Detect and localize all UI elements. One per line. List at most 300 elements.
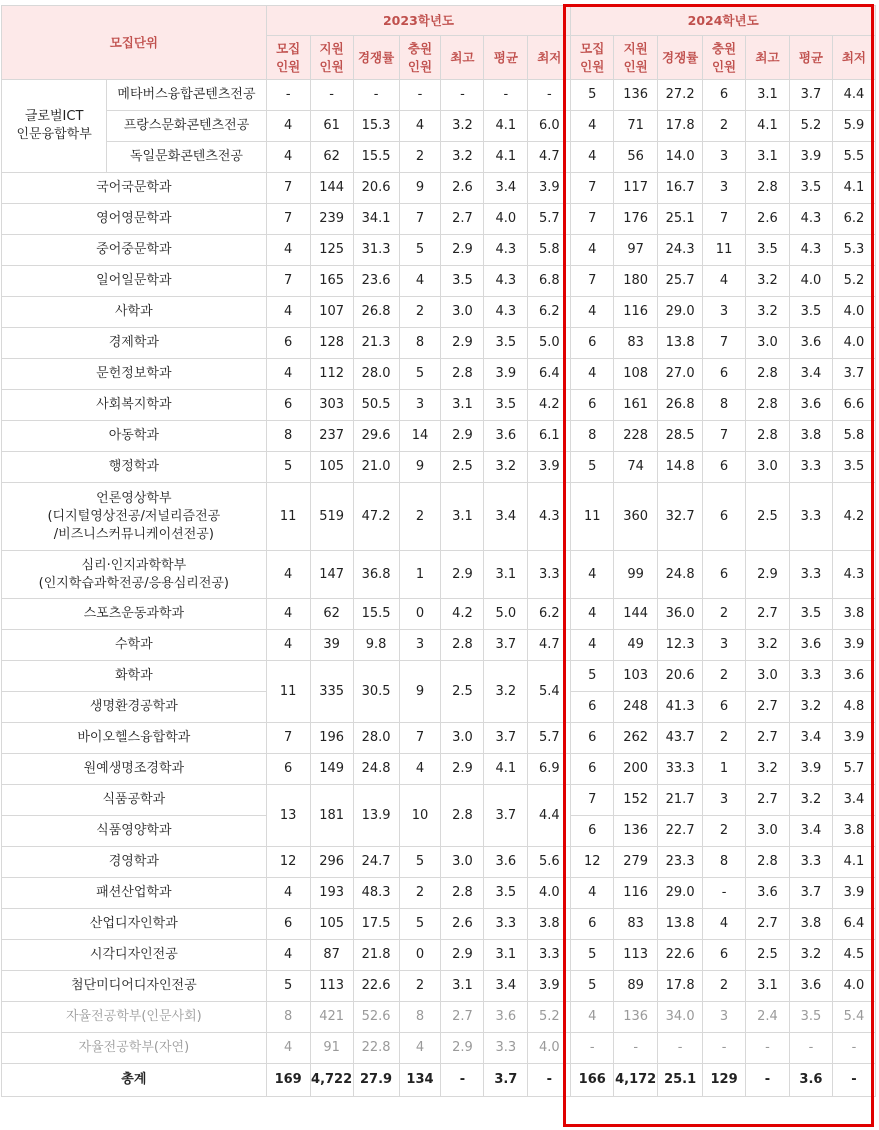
- value-2024: 3.3: [789, 483, 832, 551]
- value-2023: 4: [399, 266, 441, 297]
- value-2023: 3.6: [484, 421, 528, 452]
- value-2024: 6: [703, 483, 746, 551]
- value-2024: 3.2: [746, 754, 790, 785]
- value-2024: -: [703, 1033, 746, 1064]
- group-name: 글로벌ICT 인문융합학부: [2, 80, 107, 173]
- unit-name: 아동학과: [2, 421, 267, 452]
- unit-name: 독일문화콘텐츠전공: [107, 142, 266, 173]
- value-2023: 3.0: [441, 847, 484, 878]
- value-2024: 3.6: [789, 390, 832, 421]
- value-2024: 8: [703, 847, 746, 878]
- value-2024: 3.2: [746, 266, 790, 297]
- value-2023: 6: [266, 328, 310, 359]
- total-2023: 27.9: [353, 1064, 399, 1097]
- unit-name: 영어영문학과: [2, 204, 267, 235]
- value-2023: 47.2: [353, 483, 399, 551]
- value-2023: 5.0: [484, 599, 528, 630]
- value-2024: 3: [703, 142, 746, 173]
- value-2024: 3.3: [789, 661, 832, 692]
- value-2023: 3.1: [484, 551, 528, 599]
- value-2024: 4.4: [832, 80, 875, 111]
- value-2024: 1: [703, 754, 746, 785]
- value-2023: 4: [266, 297, 310, 328]
- value-2024: 6: [703, 452, 746, 483]
- value-2024: 13.8: [658, 909, 703, 940]
- value-2024: 4.0: [832, 328, 875, 359]
- value-2023: -: [528, 80, 571, 111]
- value-2024: 25.7: [658, 266, 703, 297]
- value-2024: 2.6: [746, 204, 790, 235]
- value-2024: 3: [703, 297, 746, 328]
- value-2024: 180: [614, 266, 658, 297]
- value-2024: 5: [571, 452, 614, 483]
- value-2024: 4: [571, 142, 614, 173]
- col-header: 최고: [441, 36, 484, 80]
- value-2024: 3.6: [746, 878, 790, 909]
- value-2024: 24.3: [658, 235, 703, 266]
- value-2024: 3.1: [746, 971, 790, 1002]
- value-2024: 2.7: [746, 785, 790, 816]
- value-2024: 8: [703, 390, 746, 421]
- value-2023: 10: [399, 785, 441, 847]
- total-2023: 134: [399, 1064, 441, 1097]
- table-row: [2, 1033, 876, 1064]
- value-2023: 29.6: [353, 421, 399, 452]
- value-2024: 3.4: [789, 816, 832, 847]
- value-2023: 4: [266, 878, 310, 909]
- value-2024: 29.0: [658, 297, 703, 328]
- total-2024: 4,172: [614, 1064, 658, 1097]
- unit-name: 산업디자인학과: [2, 909, 267, 940]
- value-2023: 3.7: [484, 630, 528, 661]
- value-2023: 50.5: [353, 390, 399, 421]
- value-2023: 5: [399, 235, 441, 266]
- total-2024: 129: [703, 1064, 746, 1097]
- value-2024: 4.8: [832, 692, 875, 723]
- value-2024: 6: [703, 940, 746, 971]
- value-2024: 116: [614, 297, 658, 328]
- value-2024: 2.8: [746, 390, 790, 421]
- value-2023: 4: [266, 1033, 310, 1064]
- value-2023: 5: [399, 359, 441, 390]
- value-2023: 26.8: [353, 297, 399, 328]
- unit-name: 수학과: [2, 630, 267, 661]
- value-2023: 39: [310, 630, 353, 661]
- value-2023: 3.9: [528, 971, 571, 1002]
- value-2024: 3: [703, 630, 746, 661]
- value-2023: 5: [266, 452, 310, 483]
- value-2024: 83: [614, 328, 658, 359]
- value-2024: -: [703, 878, 746, 909]
- value-2023: 8: [266, 1002, 310, 1033]
- value-2024: 7: [571, 266, 614, 297]
- value-2024: 3.5: [832, 452, 875, 483]
- value-2023: 2.8: [441, 878, 484, 909]
- table-row: [2, 785, 876, 816]
- col-header: 평균: [484, 36, 528, 80]
- value-2024: 3.6: [832, 661, 875, 692]
- value-2023: 2.9: [441, 328, 484, 359]
- table-row: [2, 328, 876, 359]
- value-2023: 9.8: [353, 630, 399, 661]
- table-row: [2, 847, 876, 878]
- table-row: [2, 754, 876, 785]
- unit-name: 프랑스문화콘텐츠전공: [107, 111, 266, 142]
- value-2023: 3.5: [484, 878, 528, 909]
- col-header: 충원 인원: [703, 36, 746, 80]
- value-2023: 34.1: [353, 204, 399, 235]
- value-2024: 2: [703, 971, 746, 1002]
- value-2024: 161: [614, 390, 658, 421]
- value-2024: 4: [571, 599, 614, 630]
- table-row: [2, 111, 876, 142]
- value-2024: 5: [571, 971, 614, 1002]
- value-2024: 3.4: [789, 723, 832, 754]
- value-2023: 3.9: [528, 173, 571, 204]
- value-2023: 0: [399, 599, 441, 630]
- value-2023: 1: [399, 551, 441, 599]
- value-2023: 7: [399, 723, 441, 754]
- value-2023: 9: [399, 452, 441, 483]
- value-2023: 5.2: [528, 1002, 571, 1033]
- unit-name: 국어국문학과: [2, 173, 267, 204]
- value-2024: 36.0: [658, 599, 703, 630]
- table-row: [2, 390, 876, 421]
- value-2023: 2: [399, 878, 441, 909]
- value-2023: 3.5: [441, 266, 484, 297]
- value-2024: 2: [703, 661, 746, 692]
- value-2023: 3.8: [528, 909, 571, 940]
- value-2024: 6: [571, 909, 614, 940]
- value-2024: 74: [614, 452, 658, 483]
- value-2024: 83: [614, 909, 658, 940]
- value-2024: 3.5: [746, 235, 790, 266]
- value-2023: 2: [399, 142, 441, 173]
- value-2024: 23.3: [658, 847, 703, 878]
- value-2023: 5.8: [528, 235, 571, 266]
- value-2023: 4: [399, 1033, 441, 1064]
- value-2024: 2.5: [746, 940, 790, 971]
- value-2024: -: [832, 1033, 875, 1064]
- value-2024: 3.1: [746, 80, 790, 111]
- value-2023: 9: [399, 661, 441, 723]
- value-2024: 4.0: [789, 266, 832, 297]
- value-2024: 4.5: [832, 940, 875, 971]
- value-2024: 2.8: [746, 359, 790, 390]
- value-2024: 228: [614, 421, 658, 452]
- unit-name: 첨단미디어디자인전공: [2, 971, 267, 1002]
- value-2024: 5: [571, 80, 614, 111]
- value-2023: 21.3: [353, 328, 399, 359]
- value-2024: -: [789, 1033, 832, 1064]
- value-2023: 4: [266, 111, 310, 142]
- total-2024: -: [832, 1064, 875, 1097]
- value-2023: 6.4: [528, 359, 571, 390]
- value-2023: 2: [399, 483, 441, 551]
- value-2023: 2.9: [441, 940, 484, 971]
- value-2023: 6.9: [528, 754, 571, 785]
- value-2024: 3.6: [789, 971, 832, 1002]
- value-2023: 3.3: [528, 940, 571, 971]
- value-2023: 3.4: [484, 173, 528, 204]
- value-2023: 5.0: [528, 328, 571, 359]
- value-2024: 4.3: [832, 551, 875, 599]
- value-2024: 7: [571, 785, 614, 816]
- value-2023: 5.7: [528, 204, 571, 235]
- value-2024: 12: [571, 847, 614, 878]
- value-2024: 2.7: [746, 723, 790, 754]
- value-2024: 6: [571, 723, 614, 754]
- value-2023: 5.7: [528, 723, 571, 754]
- value-2023: 7: [266, 204, 310, 235]
- value-2023: 4: [266, 142, 310, 173]
- value-2023: 3.5: [484, 390, 528, 421]
- value-2024: 13.8: [658, 328, 703, 359]
- value-2024: 49: [614, 630, 658, 661]
- value-2023: 6.1: [528, 421, 571, 452]
- value-2023: 13.9: [353, 785, 399, 847]
- unit-name: 식품영양학과: [2, 816, 267, 847]
- value-2024: 3.5: [789, 1002, 832, 1033]
- value-2023: 3: [399, 390, 441, 421]
- value-2023: 3.6: [484, 1002, 528, 1033]
- unit-name: 시각디자인전공: [2, 940, 267, 971]
- value-2024: 3.9: [789, 754, 832, 785]
- value-2023: 193: [310, 878, 353, 909]
- value-2024: 3.9: [789, 142, 832, 173]
- value-2023: 11: [266, 661, 310, 723]
- value-2023: 2: [399, 971, 441, 1002]
- value-2023: 62: [310, 599, 353, 630]
- value-2024: 17.8: [658, 111, 703, 142]
- unit-name: 사학과: [2, 297, 267, 328]
- value-2023: 24.7: [353, 847, 399, 878]
- value-2023: 23.6: [353, 266, 399, 297]
- value-2024: 17.8: [658, 971, 703, 1002]
- value-2024: 6.2: [832, 204, 875, 235]
- value-2024: 3.4: [832, 785, 875, 816]
- value-2024: 4: [571, 111, 614, 142]
- value-2024: 7: [703, 204, 746, 235]
- value-2023: 11: [266, 483, 310, 551]
- value-2024: 4.1: [746, 111, 790, 142]
- value-2024: 14.0: [658, 142, 703, 173]
- col-header: 최저: [832, 36, 875, 80]
- value-2024: 4.0: [832, 971, 875, 1002]
- value-2023: 2.7: [441, 204, 484, 235]
- value-2024: 89: [614, 971, 658, 1002]
- value-2024: 27.2: [658, 80, 703, 111]
- value-2024: 6: [571, 390, 614, 421]
- value-2024: 6: [571, 328, 614, 359]
- value-2023: -: [399, 80, 441, 111]
- unit-name: 스포츠운동과학과: [2, 599, 267, 630]
- value-2024: 6: [703, 692, 746, 723]
- unit-name: 심리·인지과학학부 (인지학습과학전공/응용심리전공): [2, 551, 267, 599]
- value-2023: 22.8: [353, 1033, 399, 1064]
- table-body: [2, 80, 876, 1097]
- table-row: [2, 723, 876, 754]
- value-2023: 7: [399, 204, 441, 235]
- value-2023: 0: [399, 940, 441, 971]
- value-2024: 5.8: [832, 421, 875, 452]
- value-2023: 196: [310, 723, 353, 754]
- value-2024: 97: [614, 235, 658, 266]
- value-2024: 3.0: [746, 816, 790, 847]
- value-2024: 12.3: [658, 630, 703, 661]
- value-2023: 2.9: [441, 551, 484, 599]
- table-row: [2, 940, 876, 971]
- table-row: [2, 359, 876, 390]
- value-2024: 4: [571, 235, 614, 266]
- value-2023: 2.8: [441, 785, 484, 847]
- table-row: [2, 421, 876, 452]
- value-2024: 5.2: [832, 266, 875, 297]
- value-2024: 2: [703, 816, 746, 847]
- total-2024: 25.1: [658, 1064, 703, 1097]
- value-2023: 335: [310, 661, 353, 723]
- value-2023: 8: [266, 421, 310, 452]
- value-2023: 3.7: [484, 723, 528, 754]
- col-header: 최저: [528, 36, 571, 80]
- value-2024: 3.5: [789, 173, 832, 204]
- value-2024: 2: [703, 723, 746, 754]
- value-2023: 2.5: [441, 661, 484, 723]
- value-2024: 2: [703, 111, 746, 142]
- value-2023: 237: [310, 421, 353, 452]
- table-row: [2, 297, 876, 328]
- total-2023: 169: [266, 1064, 310, 1097]
- value-2023: 4: [266, 599, 310, 630]
- value-2024: 2.8: [746, 173, 790, 204]
- value-2024: 7: [571, 173, 614, 204]
- value-2024: 152: [614, 785, 658, 816]
- value-2024: 3.5: [789, 297, 832, 328]
- value-2023: 5: [399, 909, 441, 940]
- value-2024: 4: [571, 630, 614, 661]
- value-2023: 6.2: [528, 599, 571, 630]
- value-2024: 3.8: [789, 909, 832, 940]
- value-2023: 15.3: [353, 111, 399, 142]
- value-2024: 3.9: [832, 878, 875, 909]
- value-2024: 21.7: [658, 785, 703, 816]
- col-header: 모집 인원: [266, 36, 310, 80]
- total-2024: -: [746, 1064, 790, 1097]
- table-row: [2, 661, 876, 692]
- table-row: [2, 235, 876, 266]
- value-2024: 3.0: [746, 328, 790, 359]
- value-2023: -: [266, 80, 310, 111]
- unit-name: 자율전공학부(자연): [2, 1033, 267, 1064]
- value-2023: 4.7: [528, 142, 571, 173]
- value-2024: 5.5: [832, 142, 875, 173]
- value-2024: 248: [614, 692, 658, 723]
- value-2024: 99: [614, 551, 658, 599]
- unit-name: 언론영상학부 (디지털영상전공/저널리즘전공 /비즈니스커뮤니케이션전공): [2, 483, 267, 551]
- value-2024: 32.7: [658, 483, 703, 551]
- value-2023: 8: [399, 328, 441, 359]
- value-2024: 3.2: [746, 630, 790, 661]
- value-2023: 2.6: [441, 909, 484, 940]
- value-2024: -: [658, 1033, 703, 1064]
- value-2023: 3.2: [484, 452, 528, 483]
- value-2023: 15.5: [353, 142, 399, 173]
- value-2023: 2.9: [441, 235, 484, 266]
- table-row: [2, 483, 876, 551]
- value-2024: 4: [703, 266, 746, 297]
- value-2023: 3.5: [484, 328, 528, 359]
- value-2023: 4.1: [484, 142, 528, 173]
- value-2024: 6.4: [832, 909, 875, 940]
- value-2023: 144: [310, 173, 353, 204]
- value-2023: 4.3: [484, 235, 528, 266]
- value-2024: 7: [571, 204, 614, 235]
- value-2024: 3.0: [746, 452, 790, 483]
- value-2023: 91: [310, 1033, 353, 1064]
- value-2023: 15.5: [353, 599, 399, 630]
- value-2023: 14: [399, 421, 441, 452]
- value-2024: 20.6: [658, 661, 703, 692]
- value-2024: 3.2: [789, 940, 832, 971]
- value-2024: 6: [703, 359, 746, 390]
- value-2024: 4: [571, 878, 614, 909]
- value-2024: 4.0: [832, 297, 875, 328]
- value-2023: 4.2: [528, 390, 571, 421]
- value-2023: 4: [266, 940, 310, 971]
- total-2024: 166: [571, 1064, 614, 1097]
- value-2023: 30.5: [353, 661, 399, 723]
- value-2024: 3.4: [789, 359, 832, 390]
- value-2024: 136: [614, 80, 658, 111]
- value-2023: 149: [310, 754, 353, 785]
- value-2024: 136: [614, 816, 658, 847]
- col-header: 충원 인원: [399, 36, 441, 80]
- value-2024: 8: [571, 421, 614, 452]
- value-2023: 20.6: [353, 173, 399, 204]
- value-2024: 4.3: [789, 235, 832, 266]
- value-2023: 4: [266, 630, 310, 661]
- value-2023: 3.4: [484, 483, 528, 551]
- value-2023: 3.0: [441, 723, 484, 754]
- value-2024: 4: [571, 551, 614, 599]
- value-2024: 26.8: [658, 390, 703, 421]
- value-2024: 14.8: [658, 452, 703, 483]
- value-2024: 25.1: [658, 204, 703, 235]
- value-2023: 4.1: [484, 754, 528, 785]
- value-2024: 3: [703, 785, 746, 816]
- value-2023: 113: [310, 971, 353, 1002]
- value-2023: 421: [310, 1002, 353, 1033]
- total-2023: -: [528, 1064, 571, 1097]
- value-2024: 27.0: [658, 359, 703, 390]
- value-2023: 4.0: [484, 204, 528, 235]
- value-2023: 6.2: [528, 297, 571, 328]
- value-2023: 3.6: [484, 847, 528, 878]
- value-2023: 4: [399, 754, 441, 785]
- unit-name: 바이오헬스융합학과: [2, 723, 267, 754]
- value-2024: 117: [614, 173, 658, 204]
- value-2024: 3: [703, 1002, 746, 1033]
- value-2023: 3.3: [528, 551, 571, 599]
- value-2023: 4.7: [528, 630, 571, 661]
- value-2023: 3.1: [441, 390, 484, 421]
- value-2024: 56: [614, 142, 658, 173]
- col-header: 모집 인원: [571, 36, 614, 80]
- value-2024: 5: [571, 940, 614, 971]
- unit-name: 문헌정보학과: [2, 359, 267, 390]
- value-2024: 71: [614, 111, 658, 142]
- value-2023: 181: [310, 785, 353, 847]
